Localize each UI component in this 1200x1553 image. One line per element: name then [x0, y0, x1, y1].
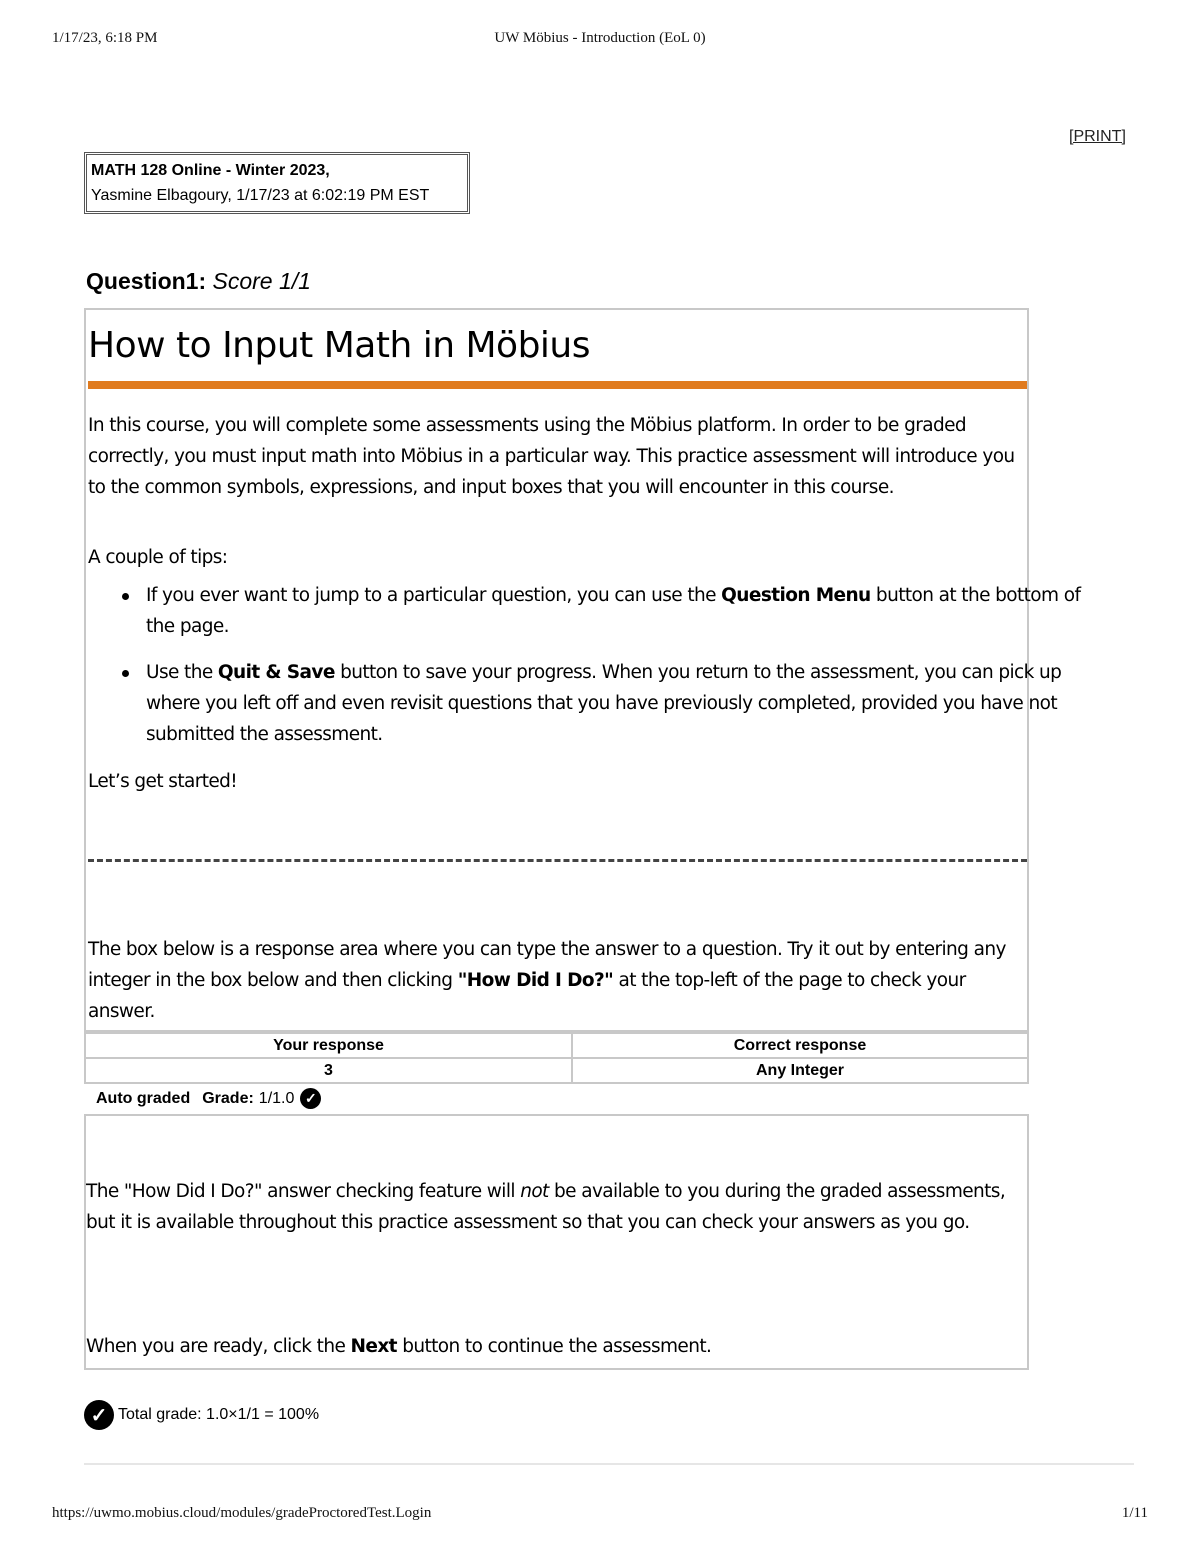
content-title: How to Input Math in Möbius	[88, 325, 590, 366]
grade-value: 1/1.0	[258, 1089, 295, 1107]
feedback-text: The "How Did I Do?" answer checking feature will	[86, 1181, 521, 1202]
title-divider	[88, 381, 1027, 389]
question-heading	[86, 268, 311, 295]
next-text: button to continue the assessment.	[396, 1336, 712, 1357]
tip-text: If you ever want to jump to a particular question, you can use the	[146, 585, 722, 606]
next-ref: Next	[350, 1336, 397, 1357]
next-text: When you are ready, click the	[86, 1336, 351, 1357]
question-label: Question1:	[86, 268, 207, 294]
section-divider	[88, 859, 1027, 862]
list-item	[146, 657, 1086, 750]
tips-label: A couple of tips:	[88, 547, 228, 568]
total-grade-text: Total grade: 1.0×1/1 = 100%	[118, 1406, 320, 1423]
response-intro-text: at the top-left of the page to check your answer.	[88, 970, 966, 1022]
intro-paragraph: In this course, you will complete some assessments using the Möbius platform. In order to be graded correctly, you must input math into Möbius in a particular way. This practice assessment will introduce you to the common symbols, expressions, and input boxes that you will encounter in this course.	[88, 415, 1015, 498]
check-circle-icon: ✓	[84, 1400, 114, 1430]
course-info-box	[84, 152, 470, 214]
your-response-header: Your response	[85, 1033, 572, 1058]
tip-text: button to save your progress. When you return to the assessment, you can pick up where you left off and even revisit questions that you have previously completed, provided you have not submitted the assessment.	[146, 662, 1062, 745]
print-link[interactable]: [PRINT]	[1069, 128, 1126, 145]
table-header-row	[85, 1033, 1028, 1058]
tips-list	[88, 580, 1086, 765]
question-content-panel	[84, 308, 1081, 1032]
correct-response-value: Any Integer	[572, 1058, 1028, 1083]
response-intro-paragraph	[88, 934, 1028, 1027]
response-intro-text: The box below is a response area where you can type the answer to a question. Try it out by entering any integer in the box below and then clicking	[88, 939, 1006, 991]
list-item	[146, 580, 1086, 642]
course-title: MATH 128 Online - Winter 2023,	[91, 162, 330, 179]
how-did-i-do-ref: "How Did I Do?"	[457, 970, 614, 991]
correct-response-header: Correct response	[572, 1033, 1028, 1058]
question-score: Score 1/1	[212, 268, 311, 294]
feedback-text: be available to you during the graded assessments, but it is available throughout this practice assessment so that you can check your answers as you go.	[86, 1181, 1006, 1233]
next-instruction	[86, 1331, 1026, 1362]
print-page-title: UW Möbius - Introduction (EoL 0)	[494, 30, 706, 46]
print-datetime: 1/17/23, 6:18 PM	[52, 30, 158, 46]
quit-save-ref: Quit & Save	[217, 662, 335, 683]
response-table	[84, 1032, 1029, 1084]
grade-label: Grade:	[202, 1089, 254, 1107]
feedback-emphasis: not	[520, 1181, 549, 1202]
grade-line	[96, 1088, 321, 1109]
total-grade	[84, 1400, 319, 1430]
tip-text: button at the bottom of the page.	[146, 585, 1081, 637]
print-url: https://uwmo.mobius.cloud/modules/gradeProctoredTest.Login	[52, 1505, 432, 1521]
tip-text: Use the	[146, 662, 218, 683]
lets-get-started: Let’s get started!	[88, 771, 238, 792]
table-row	[85, 1058, 1028, 1083]
auto-graded-label: Auto graded	[96, 1089, 191, 1107]
check-circle-icon: ✓	[300, 1088, 321, 1109]
bottom-divider	[84, 1463, 1134, 1465]
student-line: Yasmine Elbagoury, 1/17/23 at 6:02:19 PM EST	[91, 187, 430, 204]
your-response-value: 3	[85, 1058, 572, 1083]
print-page-number: 1/11	[1121, 1505, 1148, 1521]
feedback-paragraph	[86, 1176, 1026, 1238]
question-menu-ref: Question Menu	[721, 585, 871, 606]
